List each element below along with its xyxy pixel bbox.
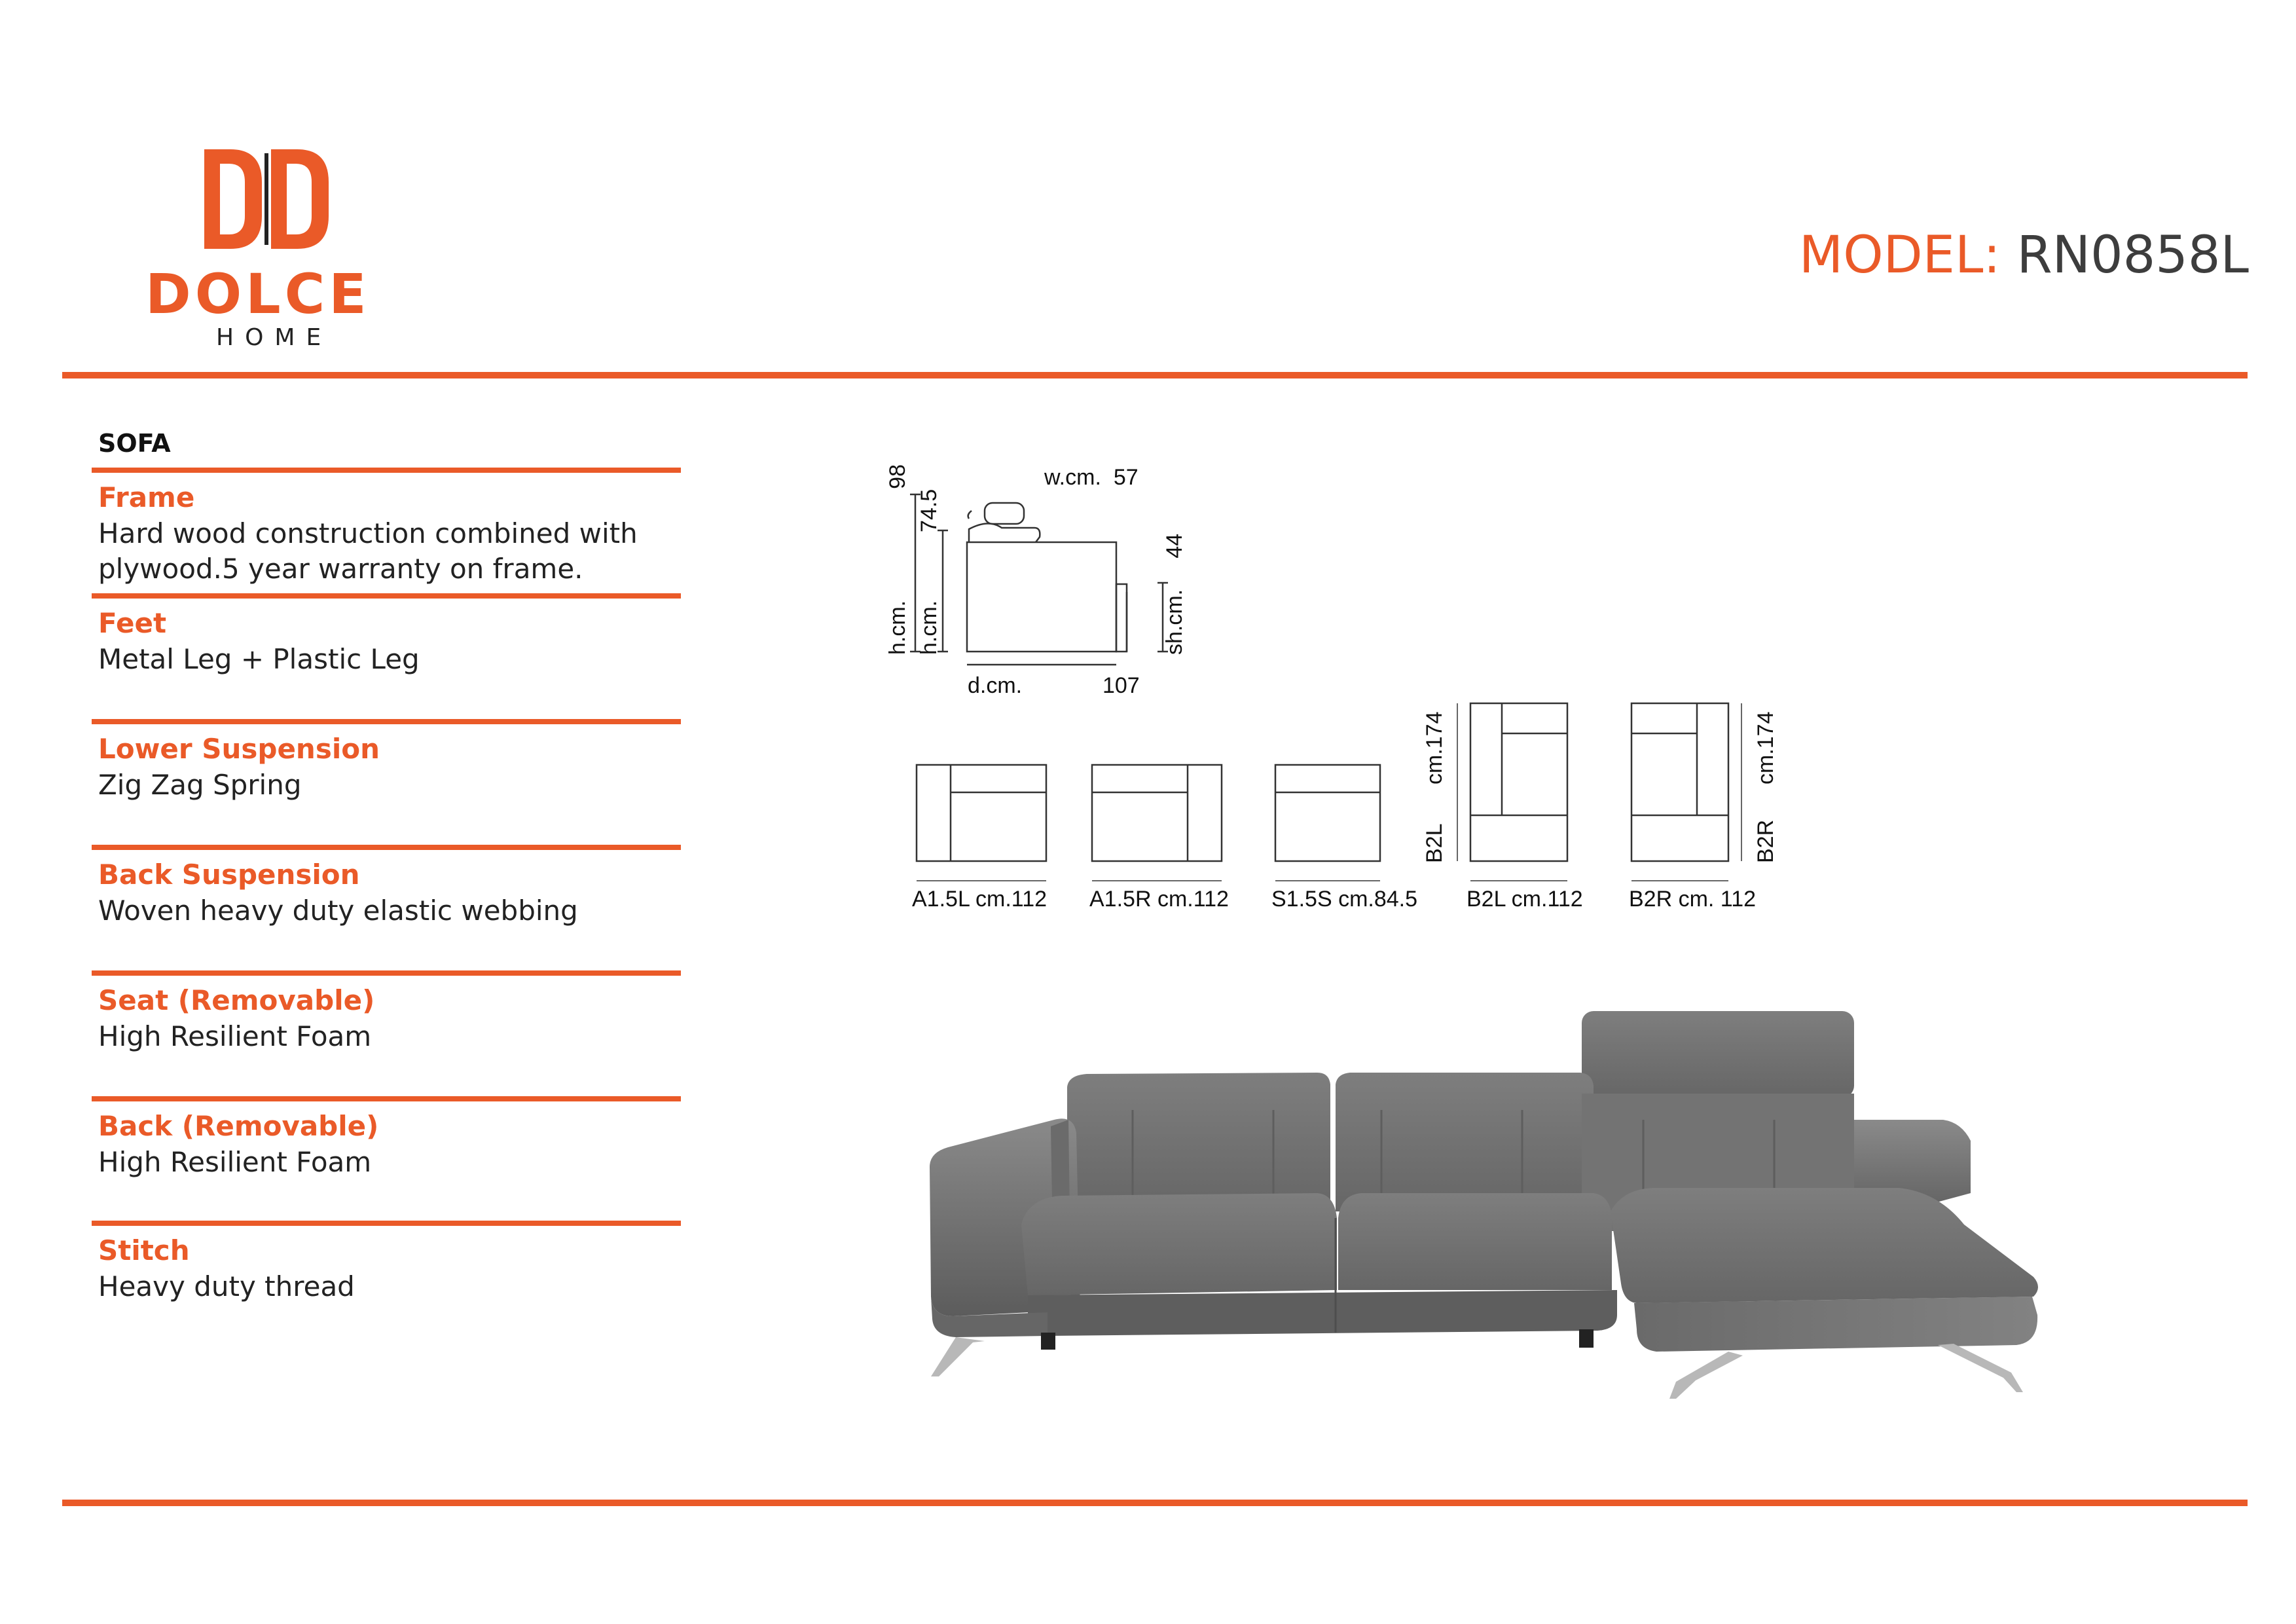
- spec-divider: [92, 845, 681, 850]
- total-height-dimension: [885, 464, 911, 655]
- module-label: B2L cm.112: [1467, 887, 1583, 912]
- spec-heading: Lower Suspension: [98, 733, 380, 765]
- spec-text: High Resilient Foam: [98, 1020, 372, 1052]
- model-label: MODEL:: [1798, 226, 2001, 285]
- height-value: 74.5: [917, 489, 941, 532]
- module-side-code: B2R: [1753, 819, 1778, 863]
- spec-frame: [92, 468, 681, 587]
- brand-tagline: HOME: [216, 324, 333, 351]
- spec-heading: Back Suspension: [98, 858, 360, 891]
- spec-heading: Back (Removable): [98, 1110, 379, 1142]
- footer-divider: [62, 1500, 2248, 1506]
- spec-text: Heavy duty thread: [98, 1270, 355, 1302]
- spec-text: Hard wood construction combined with plywood.5 year warranty on frame.: [98, 517, 638, 585]
- width-value: 57: [1113, 465, 1139, 490]
- spec-heading: Seat (Removable): [98, 984, 375, 1016]
- module-a15l-shape: [917, 765, 1046, 881]
- total-height-value: 98: [885, 464, 910, 489]
- module-label: S1.5S cm.84.5: [1271, 887, 1418, 912]
- spec-text: Zig Zag Spring: [98, 769, 302, 801]
- spec-divider: [92, 970, 681, 976]
- spec-divider: [92, 719, 681, 724]
- model-heading: [1799, 226, 2249, 285]
- header-divider: [62, 372, 2248, 378]
- section-title: SOFA: [98, 429, 171, 458]
- module-diagrams: [903, 694, 1794, 891]
- logo-mark-icon: [204, 149, 329, 249]
- module-b2r-shape: [1631, 703, 1741, 881]
- spec-back-suspension: [92, 845, 681, 929]
- module-side-code: B2L: [1422, 823, 1447, 863]
- width-label: w.cm.: [1044, 465, 1101, 490]
- spec-divider: [92, 1221, 681, 1226]
- module-a15r-shape: [1092, 765, 1222, 881]
- spec-lower-suspension: [92, 719, 681, 803]
- spec-seat: [92, 970, 681, 1054]
- module-label: A1.5L cm.112: [912, 887, 1048, 912]
- spec-text: High Resilient Foam: [98, 1146, 372, 1178]
- module-side-length: cm.174: [1422, 711, 1447, 784]
- spec-heading: Frame: [98, 481, 195, 513]
- module-label: B2R cm. 112: [1629, 887, 1757, 912]
- module-label: A1.5R cm.112: [1089, 887, 1229, 912]
- total-height-label: h.cm.: [885, 600, 910, 655]
- spec-divider: [92, 1096, 681, 1101]
- depth-value: 107: [1102, 673, 1140, 698]
- module-s15s-shape: [1275, 765, 1380, 881]
- height-label: h.cm.: [917, 600, 941, 655]
- spec-stitch: [92, 1221, 681, 1304]
- seat-height-dimension: [1162, 534, 1188, 655]
- sofa-product-image: [917, 1002, 2069, 1447]
- spec-divider: [92, 468, 681, 473]
- seat-height-label: sh.cm.: [1162, 589, 1187, 655]
- spec-back: [92, 1096, 681, 1180]
- width-dimension: [1044, 465, 1139, 490]
- brand-name: DOLCE: [145, 262, 371, 326]
- height-dimension: [917, 489, 942, 655]
- seat-height-value: 44: [1162, 533, 1187, 559]
- model-number: RN0858L: [2016, 226, 2249, 285]
- spec-text: Metal Leg + Plastic Leg: [98, 643, 420, 675]
- spec-feet: [92, 593, 681, 677]
- spec-text: Woven heavy duty elastic webbing: [98, 895, 578, 927]
- spec-heading: Feet: [98, 607, 167, 639]
- depth-label: d.cm.: [968, 673, 1023, 698]
- spec-heading: Stitch: [98, 1234, 190, 1266]
- module-side-length: cm.174: [1753, 711, 1778, 784]
- spec-divider: [92, 593, 681, 599]
- module-b2l-shape: [1457, 703, 1567, 881]
